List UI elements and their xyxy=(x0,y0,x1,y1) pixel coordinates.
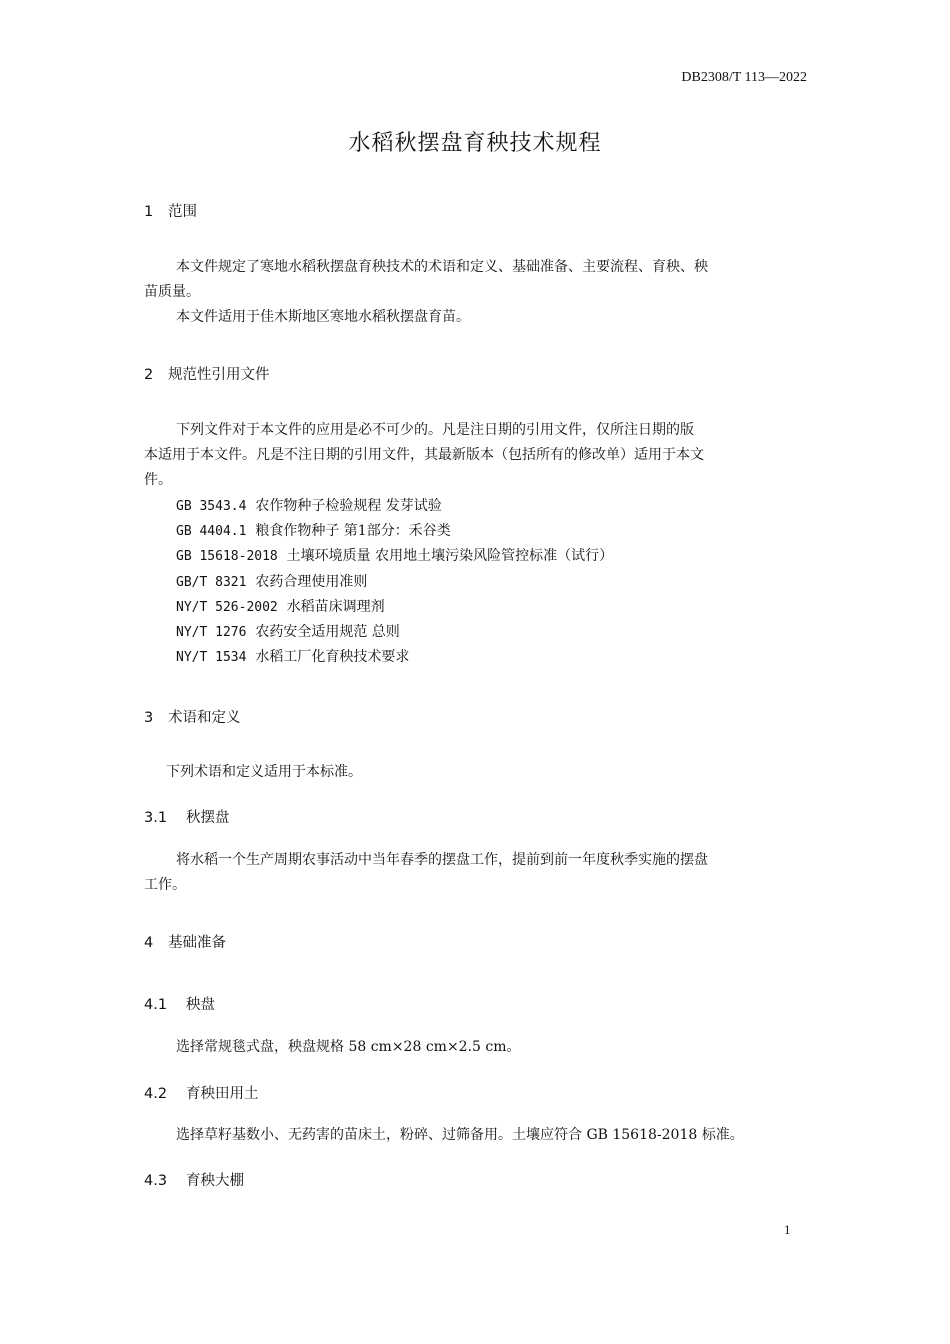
reference-item xyxy=(176,544,613,569)
section-title: 基础准备 xyxy=(168,935,226,951)
reference-item xyxy=(176,595,385,620)
subsection-4-3-heading xyxy=(144,1169,244,1190)
paragraph-line: 选择草籽基数小、无药害的苗床土，粉碎、过筛备用。土壤应符合 GB 15618-2018 标准。 xyxy=(176,1127,744,1143)
section-4-heading xyxy=(144,931,226,952)
reference-code: GB 15618-2018 xyxy=(176,549,278,564)
subsection-3-1-heading xyxy=(144,806,230,827)
section-3-heading xyxy=(144,706,241,727)
reference-code: GB 4404.1 xyxy=(176,524,247,539)
reference-item xyxy=(176,570,367,595)
standard-code: DB2308/T 113—2022 xyxy=(681,70,807,85)
reference-item xyxy=(176,494,442,519)
paragraph-line: 件。 xyxy=(144,472,172,488)
reference-code: NY/T 526-2002 xyxy=(176,600,278,615)
subsection-number: 4.1 xyxy=(144,997,168,1013)
reference-title: 粮食作物种子 第1部分：禾谷类 xyxy=(255,523,451,539)
document-title: 水稻秋摆盘育秧技术规程 xyxy=(348,131,602,156)
reference-item xyxy=(176,645,409,670)
paragraph-line: 本文件适用于佳木斯地区寒地水稻秋摆盘育苗。 xyxy=(176,309,470,325)
subsection-number: 3.1 xyxy=(144,810,168,826)
section-2-heading xyxy=(144,363,270,384)
paragraph-line: 本适用于本文件。凡是不注日期的引用文件，其最新版本（包括所有的修改单）适用于本文 xyxy=(144,447,704,463)
reference-item xyxy=(176,519,451,544)
reference-title: 农药安全适用规范 总则 xyxy=(255,624,400,640)
paragraph-line: 选择常规毯式盘，秧盘规格 58 cm×28 cm×2.5 cm。 xyxy=(176,1039,521,1055)
subsection-4-1-heading xyxy=(144,993,215,1014)
subsection-title: 秋摆盘 xyxy=(186,810,230,826)
paragraph-line: 本文件规定了寒地水稻秋摆盘育秧技术的术语和定义、基础准备、主要流程、育秧、秧 xyxy=(176,259,708,275)
subsection-title: 秧盘 xyxy=(186,997,215,1013)
section-number: 4 xyxy=(144,935,154,951)
reference-title: 农作物种子检验规程 发芽试验 xyxy=(255,498,442,514)
paragraph-line: 下列术语和定义适用于本标准。 xyxy=(166,764,362,780)
section-title: 范围 xyxy=(168,204,197,220)
reference-title: 水稻工厂化育秧技术要求 xyxy=(255,649,410,665)
reference-title: 水稻苗床调理剂 xyxy=(286,599,385,615)
section-number: 1 xyxy=(144,204,154,220)
section-number: 3 xyxy=(144,710,154,726)
paragraph-line: 工作。 xyxy=(144,877,186,893)
paragraph-line: 下列文件对于本文件的应用是必不可少的。凡是注日期的引用文件，仅所注日期的版 xyxy=(176,422,694,438)
reference-code: NY/T 1276 xyxy=(176,625,247,640)
reference-title: 农药合理使用准则 xyxy=(255,574,368,590)
reference-title: 土壤环境质量 农用地土壤污染风险管控标准（试行） xyxy=(286,548,614,564)
reference-code: GB 3543.4 xyxy=(176,499,247,514)
subsection-number: 4.2 xyxy=(144,1086,168,1102)
subsection-number: 4.3 xyxy=(144,1173,168,1189)
reference-code: NY/T 1534 xyxy=(176,650,247,665)
section-number: 2 xyxy=(144,367,154,383)
reference-code: GB/T 8321 xyxy=(176,575,247,590)
subsection-4-2-heading xyxy=(144,1082,259,1103)
paragraph-line: 苗质量。 xyxy=(144,284,200,300)
section-title: 规范性引用文件 xyxy=(168,367,270,383)
subsection-title: 育秧田用土 xyxy=(186,1086,259,1102)
section-1-heading xyxy=(144,200,197,221)
reference-item xyxy=(176,620,400,645)
section-title: 术语和定义 xyxy=(168,710,241,726)
page-number: 1 xyxy=(784,1222,791,1237)
paragraph-line: 将水稻一个生产周期农事活动中当年春季的摆盘工作，提前到前一年度秋季实施的摆盘 xyxy=(176,852,708,868)
subsection-title: 育秧大棚 xyxy=(186,1173,244,1189)
